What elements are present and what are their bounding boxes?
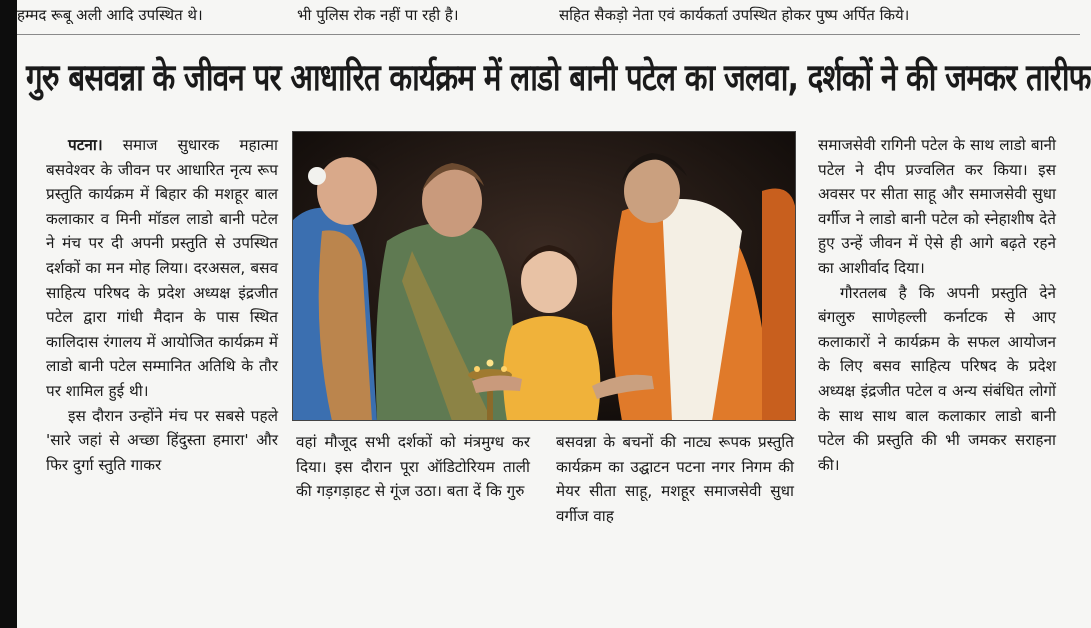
previous-story-col1: हम्मद रूबू अली आदि उपस्थित थे। <box>17 6 203 24</box>
previous-story-strip <box>17 0 1080 35</box>
headline: गुरु बसवन्ना के जीवन पर आधारित कार्यक्रम में लाडो बानी पटेल का जलवा, दर्शकों ने की जमकर तारीफ <box>26 56 1091 99</box>
column4-paragraph1: समाजसेवी रागिनी पटेल के साथ लाडो बानी पटेल ने दीप प्रज्वलित कर किया। इस अवसर पर सीता साहू और समाजसेवी सुधा वर्गीज ने लाडो बानी पटेल को स्नेहाशीष देते हुए उन्हें जीवन में ऐसे ही आगे बढ़ते रहने का आशीर्वाद दिया। <box>818 136 1056 277</box>
column4-paragraph2: गौरतलब है कि अपनी प्रस्तुति देने बंगलुरु साणेहल्ली कर्नाटक से आए कलाकारों ने कार्यक्रम के सफल आयोजन के लिए बसव साहित्य परिषद के प्रदेश अध्यक्ष इंद्रजीत पटेल व अन्य संबंधित लोगों के साथ साथ बाल कलाकार लाडो बानी पटेल की प्रस्तुति की भी जमकर सराहना की। <box>818 283 1056 474</box>
column2-paragraph: वहां मौजूद सभी दर्शकों को मंत्रमुग्ध कर दिया। इस दौरान पूरा ऑडिटोरियम ताली की गड़गड़ाहट से गूंज उठा। बता दें कि गुरु <box>296 433 530 501</box>
page-edge-dark <box>0 0 17 628</box>
column3-paragraph: बसवन्ना के बचनों की नाट्य रूपक प्रस्तुति कार्यक्रम का उद्घाटन पटना नगर निगम की मेयर सीता साहू, मशहूर समाजसेवी सुधा वर्गीज वाह <box>556 433 794 525</box>
photo-border <box>292 131 796 421</box>
column1-paragraph1: समाज सुधारक महात्मा बसवेश्वर के जीवन पर आधारित नृत्य रूप प्रस्तुति कार्यक्रम में बिहार की मशहूर बाल कलाकार व मिनी मॉडल लाडो बानी पटेल ने मंच पर दी अपनी प्रस्तुति से उपस्थित दर्शकों का मन मोह लिया। दरअसल, बसव साहित्य परिषद के प्रदेश अध्यक्ष इंद्रजीत पटेल द्वारा गांधी मैदान के पास स्थित कालिदास रंगालय में आयोजित कार्यक्रम में लाडो बानी पटेल सम्मानित अतिथि के तौर पर शामिल हुई थी। <box>46 136 278 400</box>
dateline: पटना। <box>68 136 103 154</box>
article-column-1 <box>46 133 278 477</box>
article-column-3 <box>556 430 794 528</box>
column1-paragraph2: इस दौरान उन्होंने मंच पर सबसे पहले 'सारे जहां से अच्छा हिंदुस्ता हमारा' और फिर दुर्गा स्तुति गाकर <box>46 406 278 474</box>
article-column-2 <box>296 430 530 504</box>
previous-story-col3: सहित सैकड़ो नेता एवं कार्यकर्ता उपस्थित होकर पुष्प अर्पित किये। <box>559 6 910 24</box>
article-column-4 <box>818 133 1056 477</box>
previous-story-col2: भी पुलिस रोक नहीं पा रही है। <box>297 6 459 24</box>
